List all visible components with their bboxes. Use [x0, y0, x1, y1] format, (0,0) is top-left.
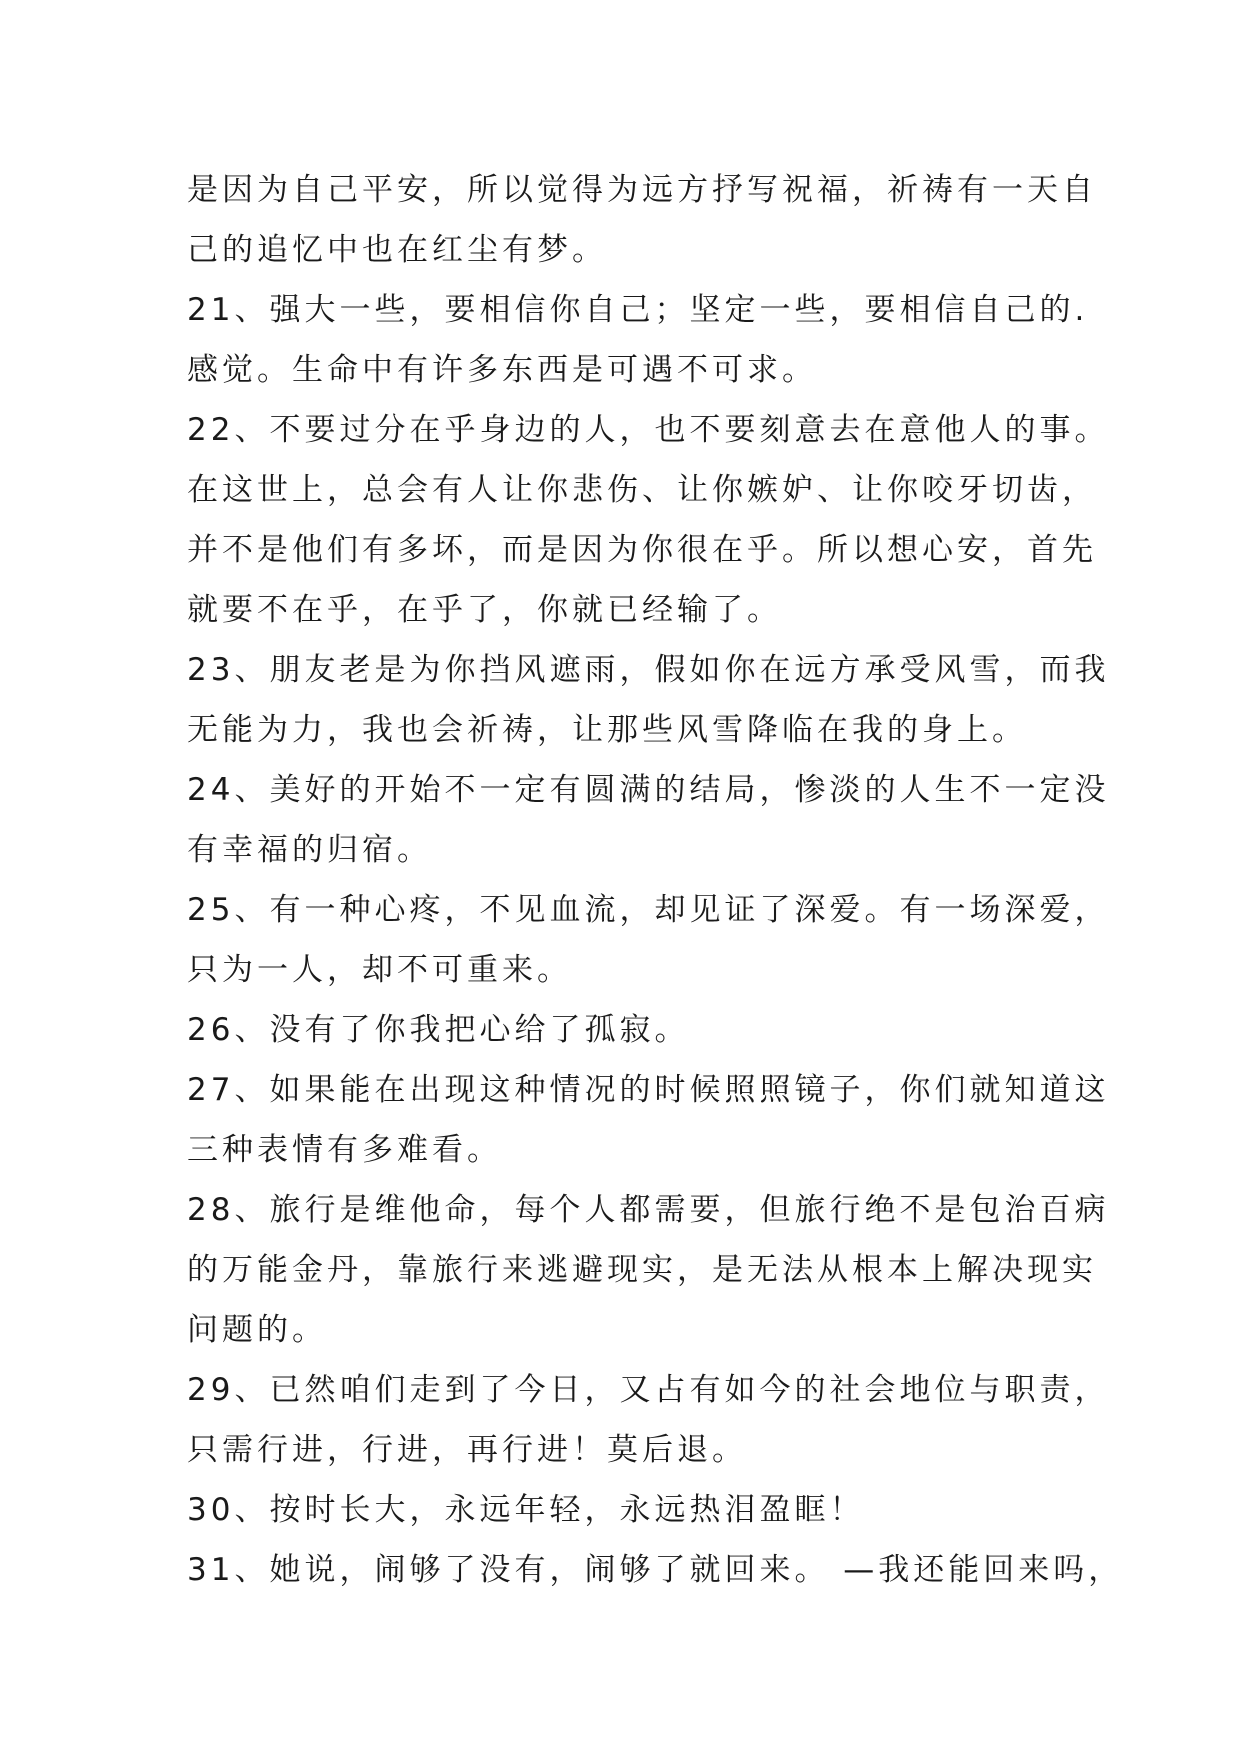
- text-line: 31、她说，闹够了没有，闹够了就回来。 —我还能回来吗，: [187, 1552, 1124, 1588]
- text-line: 24、美好的开始不一定有圆满的结局，惨淡的人生不一定没: [187, 772, 1110, 808]
- text-line: 的万能金丹，靠旅行来逃避现实，是无法从根本上解决现实: [187, 1252, 1097, 1288]
- text-line: 三种表情有多难看。: [187, 1132, 502, 1168]
- text-line: 是因为自己平安，所以觉得为远方抒写祝福，祈祷有一天自: [187, 172, 1097, 208]
- text-line: 无能为力，我也会祈祷，让那些风雪降临在我的身上。: [187, 712, 1027, 748]
- text-line: 29、已然咱们走到了今日，又占有如今的社会地位与职责，: [187, 1372, 1110, 1408]
- text-line: 26、没有了你我把心给了孤寂。: [187, 1012, 690, 1048]
- text-line: 只为一人，却不可重来。: [187, 952, 572, 988]
- text-line: 23、朋友老是为你挡风遮雨，假如你在远方承受风雪，而我: [187, 652, 1110, 688]
- text-line: 问题的。: [187, 1312, 327, 1348]
- text-line: 27、如果能在出现这种情况的时候照照镜子，你们就知道这: [187, 1072, 1110, 1108]
- text-line: 并不是他们有多坏，而是因为你很在乎。所以想心安，首先: [187, 532, 1097, 568]
- document-body: [187, 160, 1124, 1600]
- text-line: 只需行进，行进，再行进！莫后退。: [187, 1432, 747, 1468]
- text-line: 在这世上，总会有人让你悲伤、让你嫉妒、让你咬牙切齿，: [187, 472, 1097, 508]
- text-line: 25、有一种心疼，不见血流，却见证了深爱。有一场深爱，: [187, 892, 1110, 928]
- text-line: 就要不在乎，在乎了，你就已经输了。: [187, 592, 782, 628]
- text-line: 己的追忆中也在红尘有梦。: [187, 232, 607, 268]
- text-line: 28、旅行是维他命，每个人都需要，但旅行绝不是包治百病: [187, 1192, 1110, 1228]
- text-line: 22、不要过分在乎身边的人，也不要刻意去在意他人的事。: [187, 412, 1110, 448]
- text-line: 有幸福的归宿。: [187, 832, 432, 868]
- text-line: 21、强大一些，要相信你自己；坚定一些，要相信自己的.: [187, 292, 1089, 328]
- text-line: 感觉。生命中有许多东西是可遇不可求。: [187, 352, 817, 388]
- text-line: 30、按时长大，永远年轻，永远热泪盈眶！: [187, 1492, 865, 1528]
